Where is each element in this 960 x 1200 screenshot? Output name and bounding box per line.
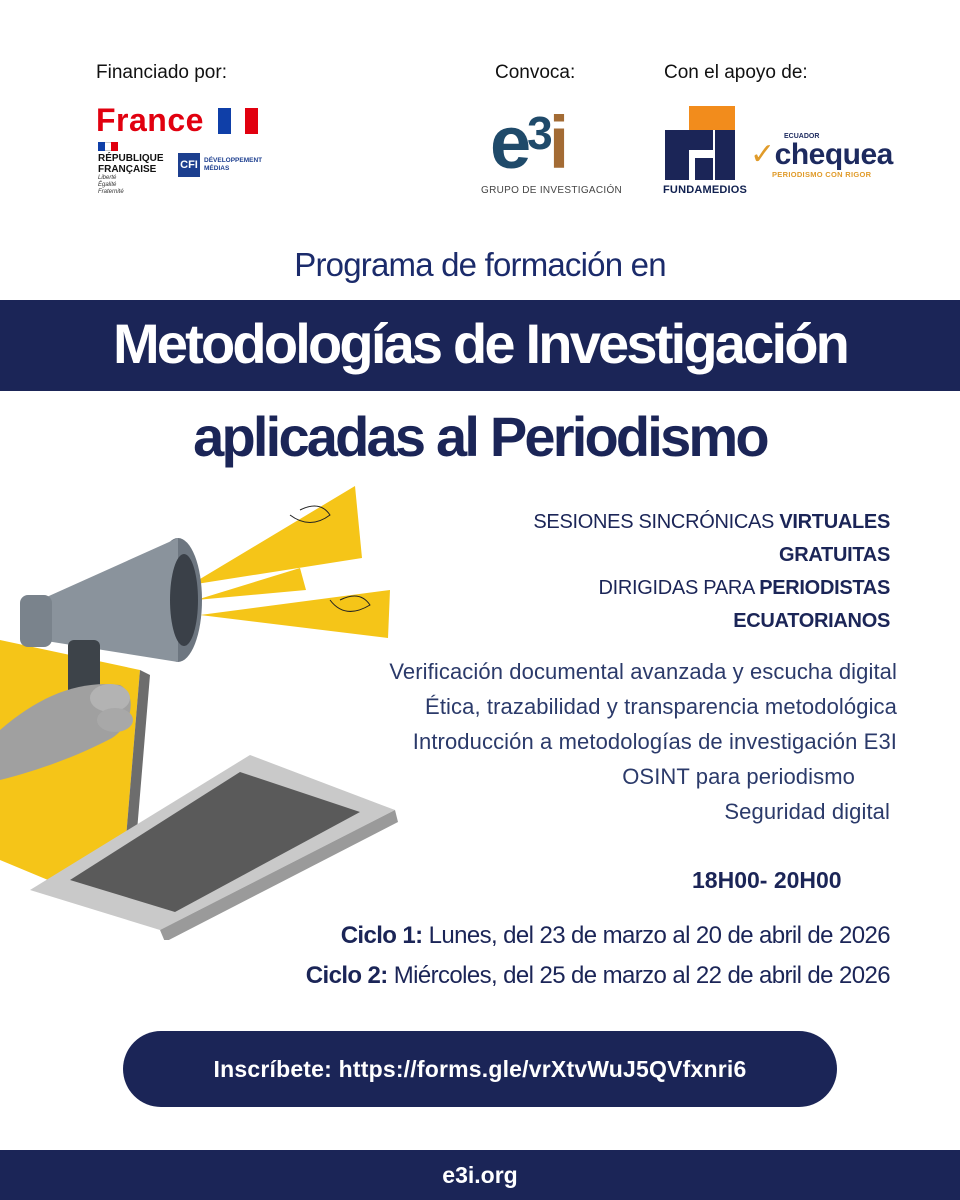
- marianne-flag-icon: [98, 142, 118, 151]
- register-link-button[interactable]: Inscríbete: https://forms.gle/vrXtvWuJ5QVfxnri6: [123, 1031, 837, 1107]
- topic-item: Seguridad digital: [724, 799, 890, 824]
- e3i-logo-e: e: [490, 101, 528, 184]
- cfi-badge: CFI: [178, 153, 200, 177]
- topic-item: Verificación documental avanzada y escucha digital: [389, 659, 897, 684]
- sessions-line-3-normal: DIRIGIDAS PARA: [598, 577, 760, 599]
- sessions-line-3: [533, 572, 890, 605]
- program-subtitle: Programa de formación en: [294, 246, 666, 283]
- sessions-line-3-bold: PERIODISTAS: [759, 577, 890, 599]
- cycle-2-label: Ciclo 2:: [305, 962, 388, 989]
- cycle-2-dates: Miércoles, del 25 de marzo al 22 de abril de 2026: [387, 962, 890, 989]
- sessions-line-2: [533, 539, 890, 572]
- title-line-1: Metodologías de Investigación: [112, 312, 848, 375]
- motto-3: Fraternité: [98, 189, 124, 195]
- cycle-1-dates: Lunes, del 23 de marzo al 20 de abril de 2026: [422, 922, 890, 949]
- e3i-logo-3: 3: [527, 107, 549, 159]
- e3i-subtitle: GRUPO DE INVESTIGACIÓN: [481, 185, 623, 196]
- footer-site-link[interactable]: e3i.org: [0, 1150, 960, 1200]
- topic-item: Ética, trazabilidad y transparencia metodológica: [425, 694, 897, 719]
- fundamedios-wordmark: FUNDAMEDIOS: [663, 184, 748, 196]
- chequea-word: chequea: [774, 138, 893, 171]
- chequea-tagline: PERIODISMO CON RIGOR: [772, 170, 872, 179]
- sessions-line-1-normal: SESIONES SINCRÓNICAS: [533, 511, 780, 533]
- french-flag-icon: [218, 108, 258, 134]
- sessions-info: [533, 506, 890, 638]
- cfi-logo: [178, 153, 262, 177]
- funded-by-label: Financiado por:: [96, 62, 227, 83]
- topics-list: [389, 654, 897, 829]
- chequea-country: ECUADOR: [784, 133, 820, 140]
- topic-item: Introducción a metodologías de investigación E3I: [412, 729, 897, 754]
- e3i-logo: [490, 101, 566, 184]
- support-label: Con el apoyo de:: [664, 62, 808, 83]
- topic-item: OSINT para periodismo: [622, 764, 855, 789]
- republique-francaise-logo: [98, 142, 164, 196]
- e3i-logo-i: i: [548, 101, 566, 184]
- session-hours: 18H00- 20H00: [692, 867, 842, 893]
- sessions-line-4-bold: ECUATORIANOS: [733, 610, 890, 632]
- sessions-line-4: [533, 605, 890, 638]
- sessions-line-2-bold: GRATUITAS: [779, 544, 890, 566]
- convoca-label: Convoca:: [495, 62, 576, 83]
- cfi-line1: DÉVELOPPEMENT: [204, 157, 263, 164]
- megaphone-laptop-illustration: [0, 480, 400, 940]
- sessions-line-1-bold: VIRTUALES: [779, 511, 890, 533]
- chequea-check-icon: ✓: [750, 138, 775, 171]
- motto-2: Égalité: [98, 182, 117, 188]
- sessions-line-1: [533, 506, 890, 539]
- france-logo: [96, 102, 258, 139]
- cfi-line2: MÉDIAS: [204, 165, 230, 172]
- cycle-1: [341, 916, 890, 956]
- fundamedios-logo-icon: [665, 106, 735, 180]
- republique-line2: FRANÇAISE: [98, 164, 157, 175]
- chequea-wordmark: [750, 140, 893, 170]
- cycle-2: [306, 956, 890, 996]
- cycle-1-label: Ciclo 1:: [340, 922, 423, 949]
- france-wordmark: France: [96, 102, 204, 138]
- republique-line1: RÉPUBLIQUE: [98, 153, 164, 164]
- ecuador-chequea-logo: [750, 133, 893, 179]
- title-line-2: aplicadas al Periodismo: [193, 405, 767, 468]
- motto-1: Liberté: [98, 175, 117, 181]
